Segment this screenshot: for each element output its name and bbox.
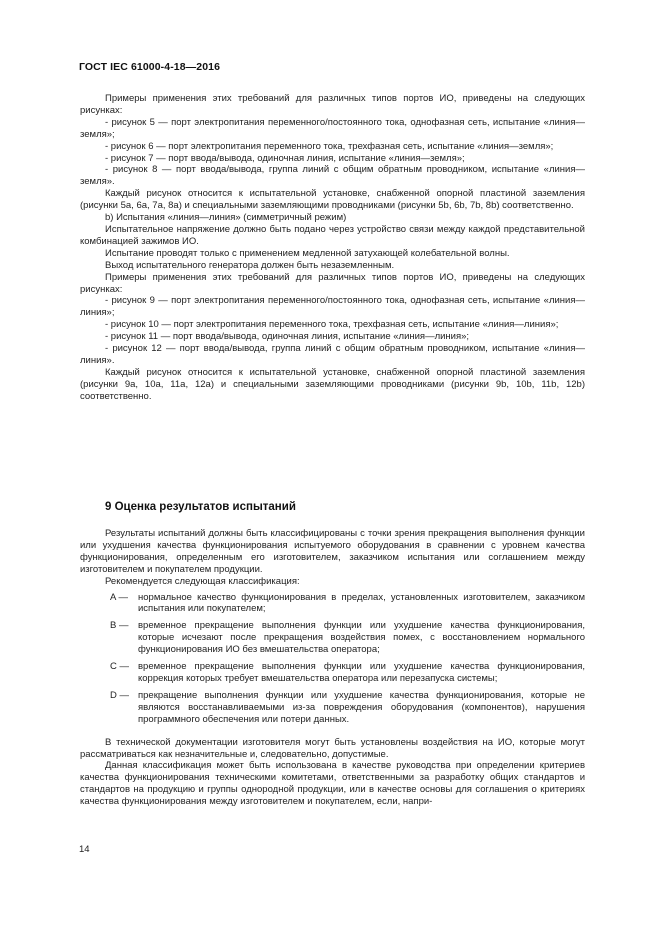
list-item: - рисунок 10 — порт электропитания переменного тока, трехфазная сеть, испытание «линия—линия»;	[105, 319, 559, 331]
classification-code: B —	[110, 620, 129, 632]
list-item: - рисунок 6 — порт электропитания переменного тока, трехфазная сеть, испытание «линия—земля»;	[105, 140, 554, 152]
paragraph: Данная классификация может быть использована в качестве руководства при определении критериев качества функционирования техническими комитетами, ответственными за разработку общих стандартов и стандартов на продукцию и группы однородной продукции, или в качестве основы для соглашения о критериях качества функционирования между изготовителем и покупателем, если, напри-	[80, 760, 585, 808]
classification-text: временное прекращение выполнения функции или ухудшение качества функционирования, которые исчезают после прекращения воздействия помех, с восстановлением нормального функционирования ИО без вмешательства оператора;	[138, 620, 585, 656]
paragraph: Испытательное напряжение должно быть подано через устройство связи между каждой представительной комбинацией зажимов ИО.	[80, 223, 585, 247]
paragraph: Выход испытательного генератора должен быть незаземленным.	[105, 259, 395, 271]
paragraph: Примеры применения этих требований для различных типов портов ИО, приведены на следующих рисунках:	[80, 93, 585, 116]
paragraph: Примеры применения этих требований для различных типов портов ИО, приведены на следующих рисунках:	[80, 271, 585, 295]
classification-item	[80, 661, 585, 685]
paragraph: В технической документации изготовителя могут быть установлены воздействия на ИО, которые могут рассматриваться как незначительные и, следовательно, допустимые.	[80, 736, 585, 760]
paragraph: Испытание проводят только с применением медленной затухающей колебательной волны.	[105, 247, 510, 259]
classification-code: D —	[110, 689, 129, 701]
paragraph: Каждый рисунок относится к испытательной установке, снабженной опорной пластиной заземления (рисунки 9а, 10а, 11а, 12а) и специальными заземляющими проводниками (рисунки 9b, 10b, 11b, 12b) соответственно.	[80, 366, 585, 402]
section-heading: 9 Оценка результатов испытаний	[105, 501, 296, 513]
list-item: - рисунок 9 — порт электропитания переменного/постоянного тока, однофазная сеть, испытание «линия—линия»;	[80, 295, 585, 319]
paragraph: Каждый рисунок относится к испытательной установке, снабженной опорной пластиной заземления (рисунки 5а, 6а, 7а, 8а) и специальными заземляющими проводниками (рисунки 5b, 6b, 7b, 8b) соответственно.	[80, 188, 585, 212]
classification-text: нормальное качество функционирования в пределах, установленных изготовителем, заказчиком испытания или покупателем;	[138, 591, 585, 615]
classification-text: временное прекращение выполнения функции или ухудшение качества функционирования, коррекция которых требует вмешательства оператора или перезапуска системы;	[138, 661, 585, 684]
list-item: - рисунок 11 — порт ввода/вывода, одиночная линия, испытание «линия—линия»;	[105, 331, 470, 343]
classification-code: C —	[110, 661, 129, 673]
paragraph: Рекомендуется следующая классификация:	[105, 575, 300, 587]
body-text-block	[80, 93, 585, 403]
classification-text: прекращение выполнения функции или ухудшение качества функционирования, которые не являются восстанавливаемыми из-за повреждения оборудования (компонентов), нарушения программного обеспечения или потери данных.	[138, 689, 585, 725]
classification-item	[80, 690, 585, 726]
list-item: - рисунок 5 — порт электропитания переменного/постоянного тока, однофазная сеть, испытание «линия—земля»;	[80, 116, 585, 140]
subsection-title: b) Испытания «линия—линия» (симметричный режим)	[105, 212, 347, 224]
section-9-body	[80, 528, 585, 808]
list-item: - рисунок 7 — порт ввода/вывода, одиночная линия, испытание «линия—земля»;	[105, 152, 465, 164]
classification-item	[80, 620, 585, 656]
list-item: - рисунок 8 — порт ввода/вывода, группа линий с общим обратным проводником, испытание «линия—земля».	[80, 164, 585, 188]
document-header: ГОСТ IEC 61000-4-18—2016	[79, 61, 221, 73]
classification-code: A —	[110, 591, 128, 603]
paragraph: Результаты испытаний должны быть классифицированы с точки зрения прекращения выполнения функции или ухудшения качества функционирования испытуемого оборудования в сравнении с уровнем качества функционирования, определенным его изготовителем, заказчиком испытания или соглашением между изготовителем и покупателем продукции.	[80, 528, 585, 575]
classification-item	[80, 592, 585, 616]
list-item: - рисунок 12 — порт ввода/вывода, группа линий с общим обратным проводником, испытание «линия—линия».	[80, 343, 585, 366]
page-number: 14	[79, 844, 90, 855]
